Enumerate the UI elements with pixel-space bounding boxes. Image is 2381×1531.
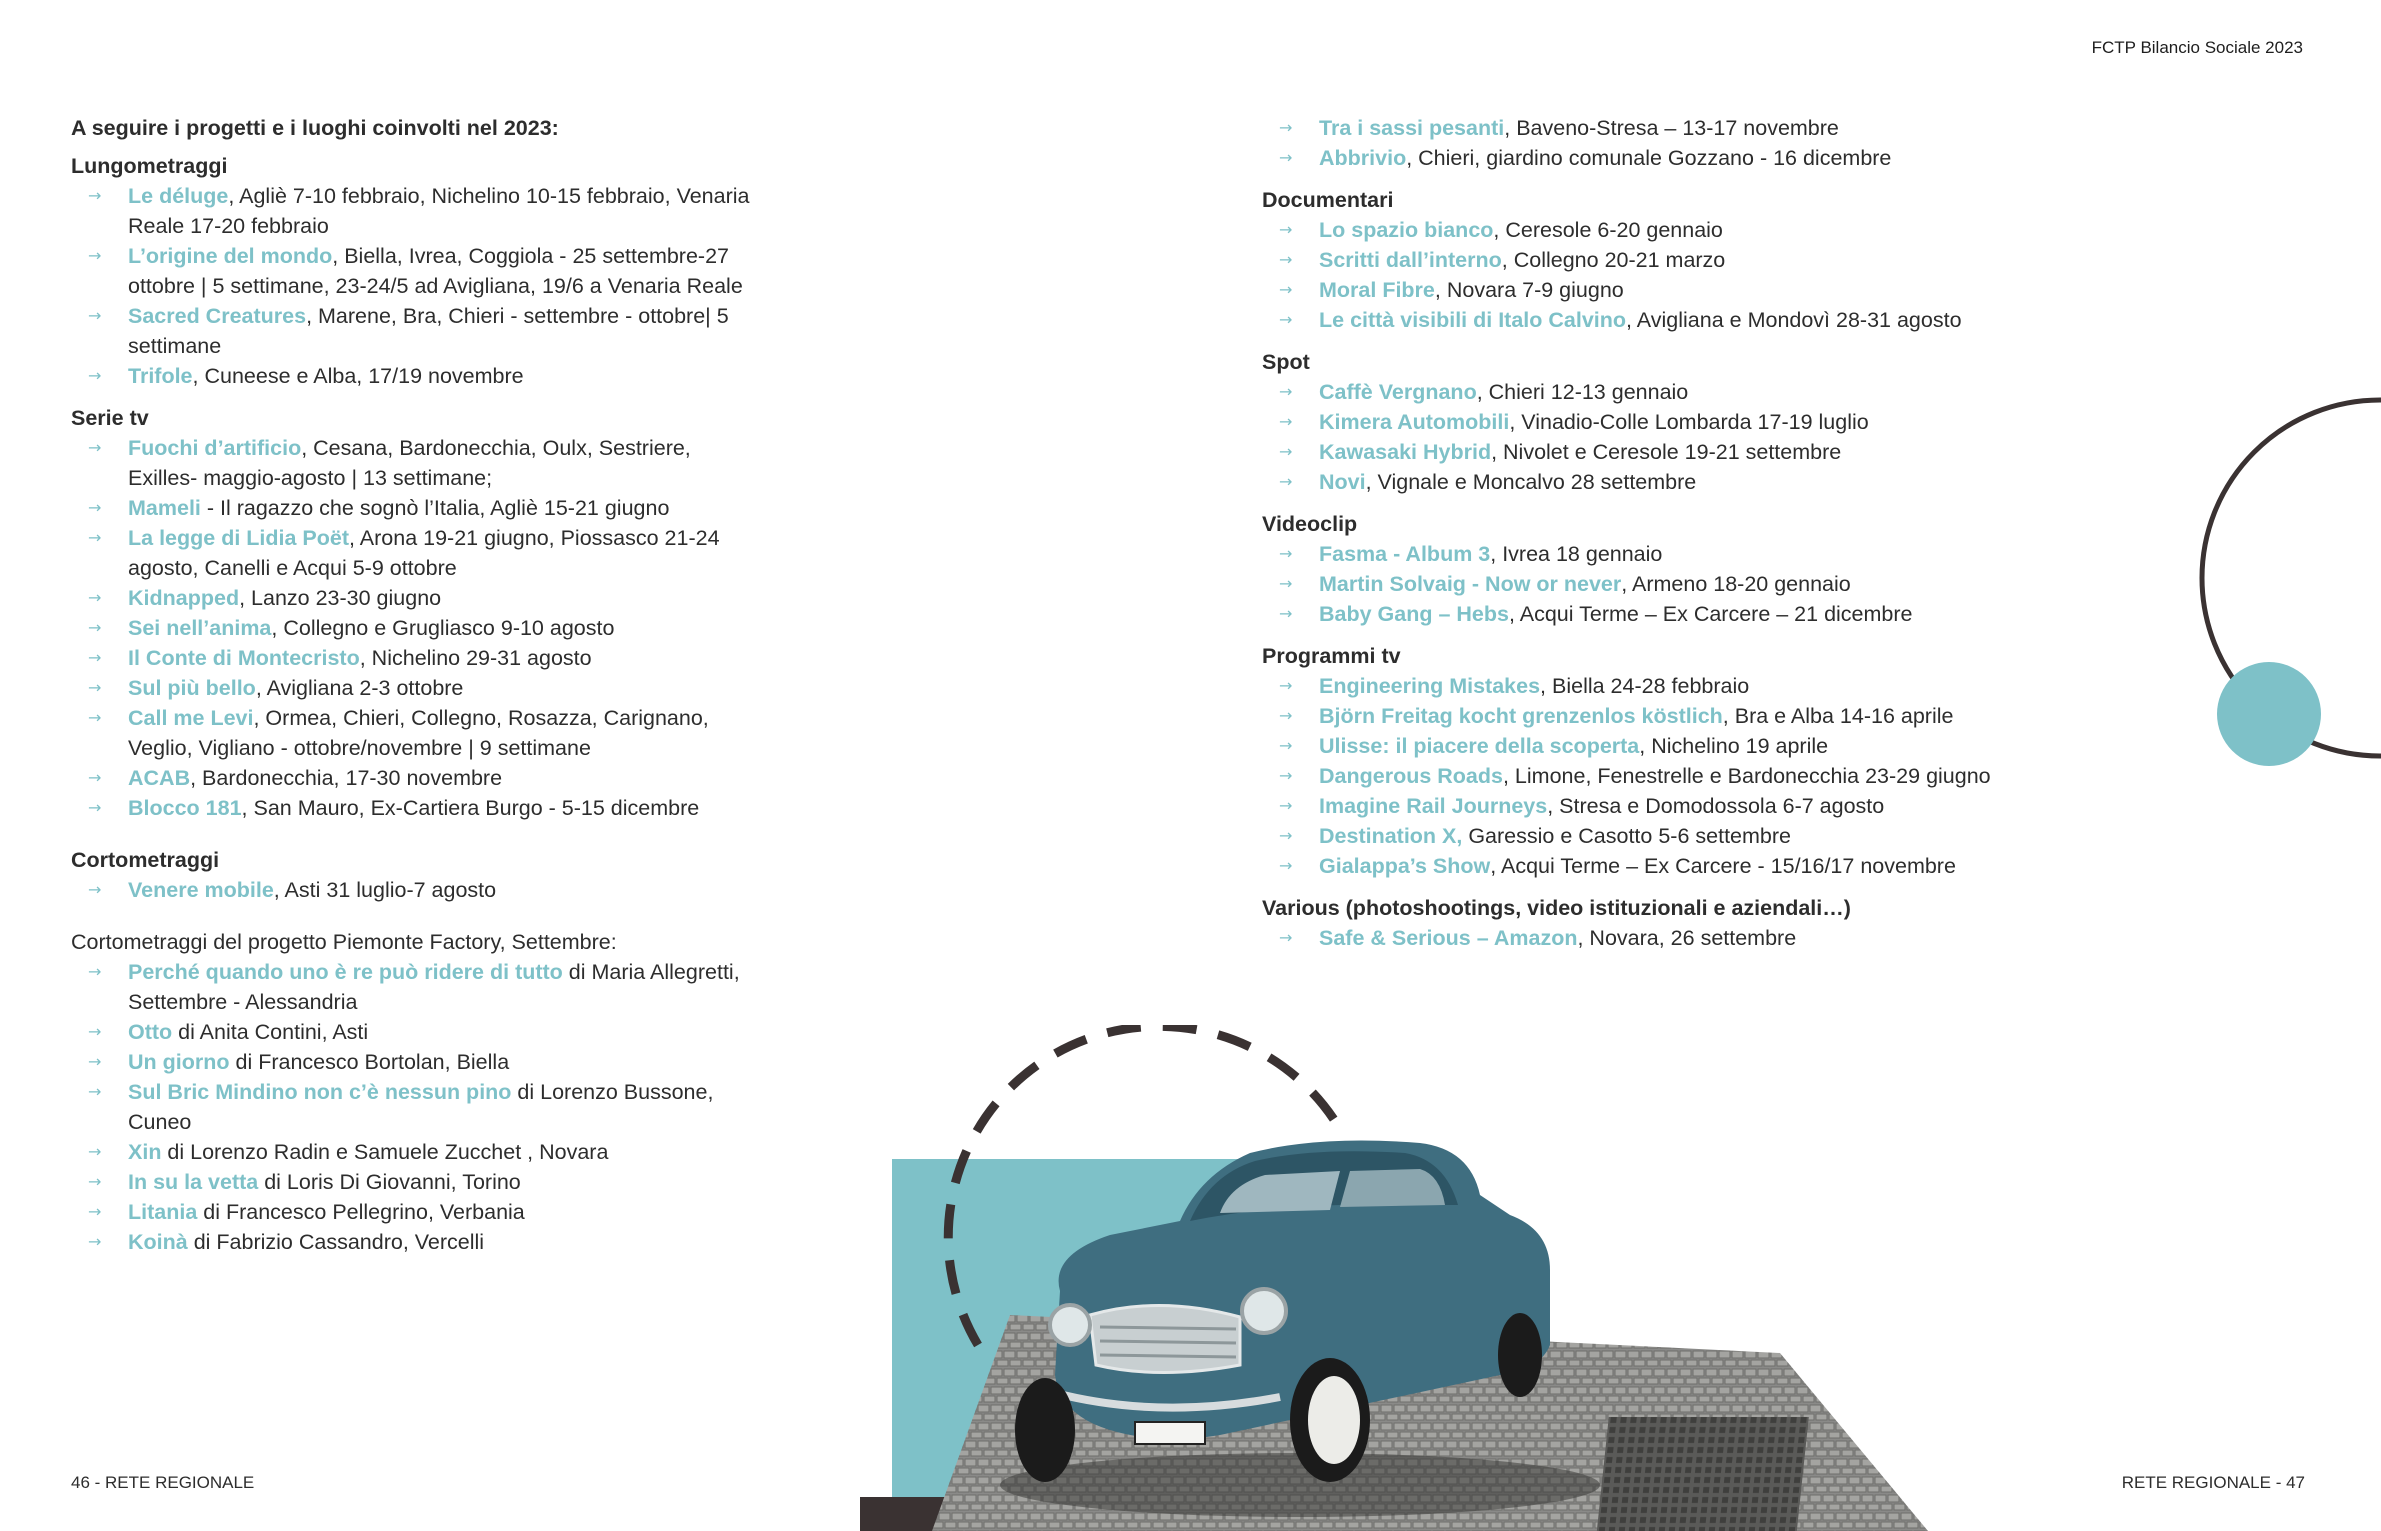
arrow-icon: → <box>88 1142 102 1161</box>
project-title: Baby Gang – Hebs <box>1319 602 1509 626</box>
section <box>71 927 761 1257</box>
arrow-icon: → <box>1279 706 1293 725</box>
arrow-icon: → <box>1279 280 1293 299</box>
list-item <box>1262 701 2022 731</box>
list-item <box>71 957 761 1017</box>
item-list <box>1262 539 2022 629</box>
list-item <box>1262 851 2022 881</box>
list-item <box>1262 377 2022 407</box>
project-details: , Nichelino 29-31 agosto <box>359 646 592 670</box>
list-item <box>71 1227 761 1257</box>
project-title: Gialappa’s Show <box>1319 854 1491 878</box>
section <box>1262 893 2022 953</box>
running-header: FCTP Bilancio Sociale 2023 <box>2091 38 2303 57</box>
list-item <box>71 763 761 793</box>
project-title: Martin Solvaig - Now or never <box>1319 572 1622 596</box>
project-title: Kidnapped <box>128 586 240 610</box>
project-details: , Nivolet e Ceresole 19-21 settembre <box>1491 440 1842 464</box>
project-details: , Collegno e Grugliasco 9-10 agosto <box>271 616 615 640</box>
arrow-icon: → <box>1279 604 1293 623</box>
project-details: , Cuneese e Alba, 17/19 novembre <box>192 364 524 388</box>
project-details: , Chieri 12-13 gennaio <box>1476 380 1689 404</box>
project-details: di Lorenzo Bussone, Cuneo <box>128 1080 714 1134</box>
section <box>1262 347 2022 497</box>
list-item <box>71 241 761 301</box>
section-heading: Various (photoshootings, video istituzionali e aziendali…) <box>1262 896 1851 920</box>
arrow-icon: → <box>1279 118 1293 137</box>
section-heading: Videoclip <box>1262 512 1358 536</box>
arrow-icon: → <box>88 438 102 457</box>
project-title: Le città visibili di Italo Calvino <box>1319 308 1627 332</box>
project-details: , Bardonecchia, 17-30 novembre <box>190 766 503 790</box>
list-item <box>71 301 761 361</box>
project-title: In su la vetta <box>128 1170 259 1194</box>
arrow-icon: → <box>1279 736 1293 755</box>
arrow-icon: → <box>88 498 102 517</box>
arrow-icon: → <box>88 1202 102 1221</box>
project-title: Engineering Mistakes <box>1319 674 1541 698</box>
project-details: , Baveno-Stresa – 13-17 novembre <box>1504 116 1839 140</box>
project-details: , Ivrea 18 gennaio <box>1490 542 1663 566</box>
section <box>71 845 761 905</box>
item-list <box>1262 671 2022 881</box>
list-item <box>1262 599 2022 629</box>
project-title: L’origine del mondo <box>128 244 333 268</box>
arrow-icon: → <box>1279 766 1293 785</box>
project-title: Caffè Vergnano <box>1319 380 1477 404</box>
list-item <box>1262 671 2022 701</box>
item-list <box>71 433 761 823</box>
section-intro-text: Cortometraggi del progetto Piemonte Factory, Settembre: <box>71 930 617 954</box>
project-details: , Avigliana e Mondovì 28-31 agosto <box>1626 308 1962 332</box>
arrow-icon: → <box>1279 928 1293 947</box>
project-title: Fasma - Album 3 <box>1319 542 1491 566</box>
section-heading: Documentari <box>1262 188 1394 212</box>
list-item <box>1262 569 2022 599</box>
project-details: - Il ragazzo che sognò l’Italia, Agliè 15-21 giugno <box>200 496 670 520</box>
arrow-icon: → <box>88 1082 102 1101</box>
section <box>1262 113 2022 173</box>
list-item <box>71 703 761 763</box>
list-item <box>71 1167 761 1197</box>
arrow-icon: → <box>1279 676 1293 695</box>
arrow-icon: → <box>1279 826 1293 845</box>
page-number-left: 46 - RETE REGIONALE <box>71 1473 255 1492</box>
project-title: Sul più bello <box>128 676 256 700</box>
project-title: Blocco 181 <box>128 796 242 820</box>
list-item <box>71 1047 761 1077</box>
list-item <box>1262 245 2022 275</box>
project-title: Björn Freitag kocht grenzenlos köstlich <box>1319 704 1723 728</box>
list-item <box>1262 275 2022 305</box>
arrow-icon: → <box>1279 472 1293 491</box>
list-item <box>1262 407 2022 437</box>
list-item <box>1262 791 2022 821</box>
list-item <box>71 875 761 905</box>
arrow-icon: → <box>88 880 102 899</box>
project-title: Mameli <box>128 496 201 520</box>
decorative-teal-dot <box>2215 660 2325 770</box>
list-item <box>71 793 761 823</box>
section-heading: Spot <box>1262 350 1310 374</box>
project-title: Xin <box>128 1140 162 1164</box>
project-title: Call me Levi <box>128 706 254 730</box>
arrow-icon: → <box>88 186 102 205</box>
arrow-icon: → <box>88 648 102 667</box>
project-details: , Stresa e Domodossola 6-7 agosto <box>1547 794 1885 818</box>
arrow-icon: → <box>88 588 102 607</box>
project-title: Sacred Creatures <box>128 304 307 328</box>
section <box>71 403 761 823</box>
project-details: , Acqui Terme – Ex Carcere – 21 dicembre <box>1508 602 1913 626</box>
arrow-icon: → <box>1279 856 1293 875</box>
arrow-icon: → <box>88 1172 102 1191</box>
project-title: Fuochi d’artificio <box>128 436 302 460</box>
section <box>71 151 761 391</box>
project-title: Safe & Serious – Amazon <box>1319 926 1578 950</box>
arrow-icon: → <box>88 528 102 547</box>
item-list <box>1262 113 2022 173</box>
project-details: di Anita Contini, Asti <box>172 1020 369 1044</box>
project-title: Lo spazio bianco <box>1319 218 1494 242</box>
arrow-icon: → <box>1279 412 1293 431</box>
project-details: di Fabrizio Cassandro, Vercelli <box>187 1230 485 1254</box>
project-details: , Armeno 18-20 gennaio <box>1621 572 1851 596</box>
arrow-icon: → <box>1279 310 1293 329</box>
arrow-icon: → <box>88 798 102 817</box>
project-title: Trifole <box>128 364 193 388</box>
project-details: , Ceresole 6-20 gennaio <box>1493 218 1723 242</box>
project-title: Perché quando uno è re può ridere di tutto <box>128 960 563 984</box>
list-item <box>71 433 761 493</box>
intro-heading: A seguire i progetti e i luoghi coinvolti nel 2023: <box>71 116 559 140</box>
page-number-right: RETE REGIONALE - 47 <box>2121 1473 2305 1492</box>
section <box>1262 509 2022 629</box>
arrow-icon: → <box>1279 220 1293 239</box>
project-details: , Nichelino 19 aprile <box>1639 734 1829 758</box>
list-item <box>1262 761 2022 791</box>
project-title: Kawasaki Hybrid <box>1319 440 1492 464</box>
section <box>1262 185 2022 335</box>
project-details: , Bra e Alba 14-16 aprile <box>1722 704 1954 728</box>
project-title: Litania <box>128 1200 198 1224</box>
project-title: ACAB <box>128 766 191 790</box>
list-item <box>1262 143 2022 173</box>
project-title: Novi <box>1319 470 1366 494</box>
project-title: Tra i sassi pesanti <box>1319 116 1505 140</box>
project-title: Il Conte di Montecristo <box>128 646 360 670</box>
list-item <box>1262 113 2022 143</box>
list-item <box>71 613 761 643</box>
list-item <box>1262 923 2022 953</box>
project-details: di Lorenzo Radin e Samuele Zucchet , Novara <box>161 1140 609 1164</box>
project-details: , Novara, 26 settembre <box>1577 926 1797 950</box>
list-item <box>71 361 761 391</box>
list-item <box>71 523 761 583</box>
list-item <box>71 1197 761 1227</box>
list-item <box>71 1137 761 1167</box>
list-item <box>71 493 761 523</box>
list-item <box>1262 731 2022 761</box>
item-list <box>71 875 761 905</box>
item-list <box>1262 923 2022 953</box>
right-column <box>1262 113 2022 965</box>
left-column <box>71 113 761 1269</box>
project-title: Moral Fibre <box>1319 278 1435 302</box>
arrow-icon: → <box>88 962 102 981</box>
project-title: Abbrivio <box>1319 146 1407 170</box>
project-title: Ulisse: il piacere della scoperta <box>1319 734 1640 758</box>
arrow-icon: → <box>1279 574 1293 593</box>
arrow-icon: → <box>88 1052 102 1071</box>
project-title: Koinà <box>128 1230 188 1254</box>
section-heading: Cortometraggi <box>71 848 220 872</box>
project-details: , Limone, Fenestrelle e Bardonecchia 23-29 giugno <box>1502 764 1991 788</box>
project-details: , Asti 31 luglio-7 agosto <box>273 878 497 902</box>
car-illustration <box>860 1025 1960 1531</box>
arrow-icon: → <box>88 708 102 727</box>
arrow-icon: → <box>1279 250 1293 269</box>
arrow-icon: → <box>88 678 102 697</box>
project-details: di Maria Allegretti, Settembre - Alessandria <box>128 960 740 1014</box>
item-list <box>1262 377 2022 497</box>
project-details: , Chieri, giardino comunale Gozzano - 16 dicembre <box>1406 146 1892 170</box>
project-title: Sei nell’anima <box>128 616 272 640</box>
project-details: , Biella, Ivrea, Coggiola - 25 settembre-27 ottobre | 5 settimane, 23-24/5 ad Avigliana, 19/6 a Venaria Reale <box>128 244 743 298</box>
arrow-icon: → <box>88 246 102 265</box>
project-details: , Vinadio-Colle Lombarda 17-19 luglio <box>1509 410 1869 434</box>
project-title: Destination X, <box>1319 824 1463 848</box>
section <box>1262 641 2022 881</box>
list-item <box>71 181 761 241</box>
project-title: Otto <box>128 1020 173 1044</box>
project-details: , Vignale e Moncalvo 28 settembre <box>1365 470 1697 494</box>
arrow-icon: → <box>1279 796 1293 815</box>
arrow-icon: → <box>88 768 102 787</box>
list-item <box>71 643 761 673</box>
project-title: Kimera Automobili <box>1319 410 1510 434</box>
list-item <box>1262 539 2022 569</box>
project-details: , Marene, Bra, Chieri - settembre - ottobre| 5 settimane <box>128 304 729 358</box>
list-item <box>71 583 761 613</box>
project-details: , Lanzo 23-30 giugno <box>239 586 442 610</box>
project-title: Venere mobile <box>128 878 274 902</box>
project-title: Le déluge <box>128 184 229 208</box>
project-details: , Arona 19-21 giugno, Piossasco 21-24 agosto, Canelli e Acqui 5-9 ottobre <box>128 526 720 580</box>
project-details: , Avigliana 2-3 ottobre <box>255 676 464 700</box>
project-title: La legge di Lidia Poët <box>128 526 350 550</box>
list-item <box>1262 215 2022 245</box>
arrow-icon: → <box>88 306 102 325</box>
project-title: Imagine Rail Journeys <box>1319 794 1548 818</box>
project-details: , Novara 7-9 giugno <box>1434 278 1624 302</box>
list-item <box>71 673 761 703</box>
project-details: , San Mauro, Ex-Cartiera Burgo - 5-15 dicembre <box>241 796 700 820</box>
project-details: Garessio e Casotto 5-6 settembre <box>1462 824 1791 848</box>
section-heading: Programmi tv <box>1262 644 1401 668</box>
project-title: Dangerous Roads <box>1319 764 1503 788</box>
item-list <box>71 957 761 1257</box>
list-item <box>1262 305 2022 335</box>
project-details: , Cesana, Bardonecchia, Oulx, Sestriere, Exilles- maggio-agosto | 13 settimane; <box>128 436 691 490</box>
list-item <box>1262 467 2022 497</box>
project-title: Scritti dall’interno <box>1319 248 1502 272</box>
arrow-icon: → <box>88 366 102 385</box>
list-item <box>71 1017 761 1047</box>
arrow-icon: → <box>1279 148 1293 167</box>
arrow-icon: → <box>1279 442 1293 461</box>
project-details: , Collegno 20-21 marzo <box>1501 248 1726 272</box>
arrow-icon: → <box>88 1232 102 1251</box>
section-heading: Lungometraggi <box>71 154 228 178</box>
list-item <box>71 1077 761 1137</box>
project-details: di Loris Di Giovanni, Torino <box>258 1170 521 1194</box>
project-details: di Francesco Pellegrino, Verbania <box>197 1200 525 1224</box>
project-details: , Agliè 7-10 febbraio, Nichelino 10-15 febbraio, Venaria Reale 17-20 febbraio <box>128 184 750 238</box>
list-item <box>1262 821 2022 851</box>
section-heading: Serie tv <box>71 406 149 430</box>
arrow-icon: → <box>88 618 102 637</box>
project-title: Un giorno <box>128 1050 230 1074</box>
arrow-icon: → <box>88 1022 102 1041</box>
project-details: , Biella 24-28 febbraio <box>1540 674 1750 698</box>
project-details: , Acqui Terme – Ex Carcere - 15/16/17 novembre <box>1490 854 1956 878</box>
item-list <box>1262 215 2022 335</box>
item-list <box>71 181 761 391</box>
arrow-icon: → <box>1279 382 1293 401</box>
project-details: di Francesco Bortolan, Biella <box>229 1050 510 1074</box>
project-title: Sul Bric Mindino non c’è nessun pino <box>128 1080 512 1104</box>
arrow-icon: → <box>1279 544 1293 563</box>
list-item <box>1262 437 2022 467</box>
project-details: , Ormea, Chieri, Collegno, Rosazza, Carignano, Veglio, Vigliano - ottobre/novembre | 9 settimane <box>128 706 709 760</box>
